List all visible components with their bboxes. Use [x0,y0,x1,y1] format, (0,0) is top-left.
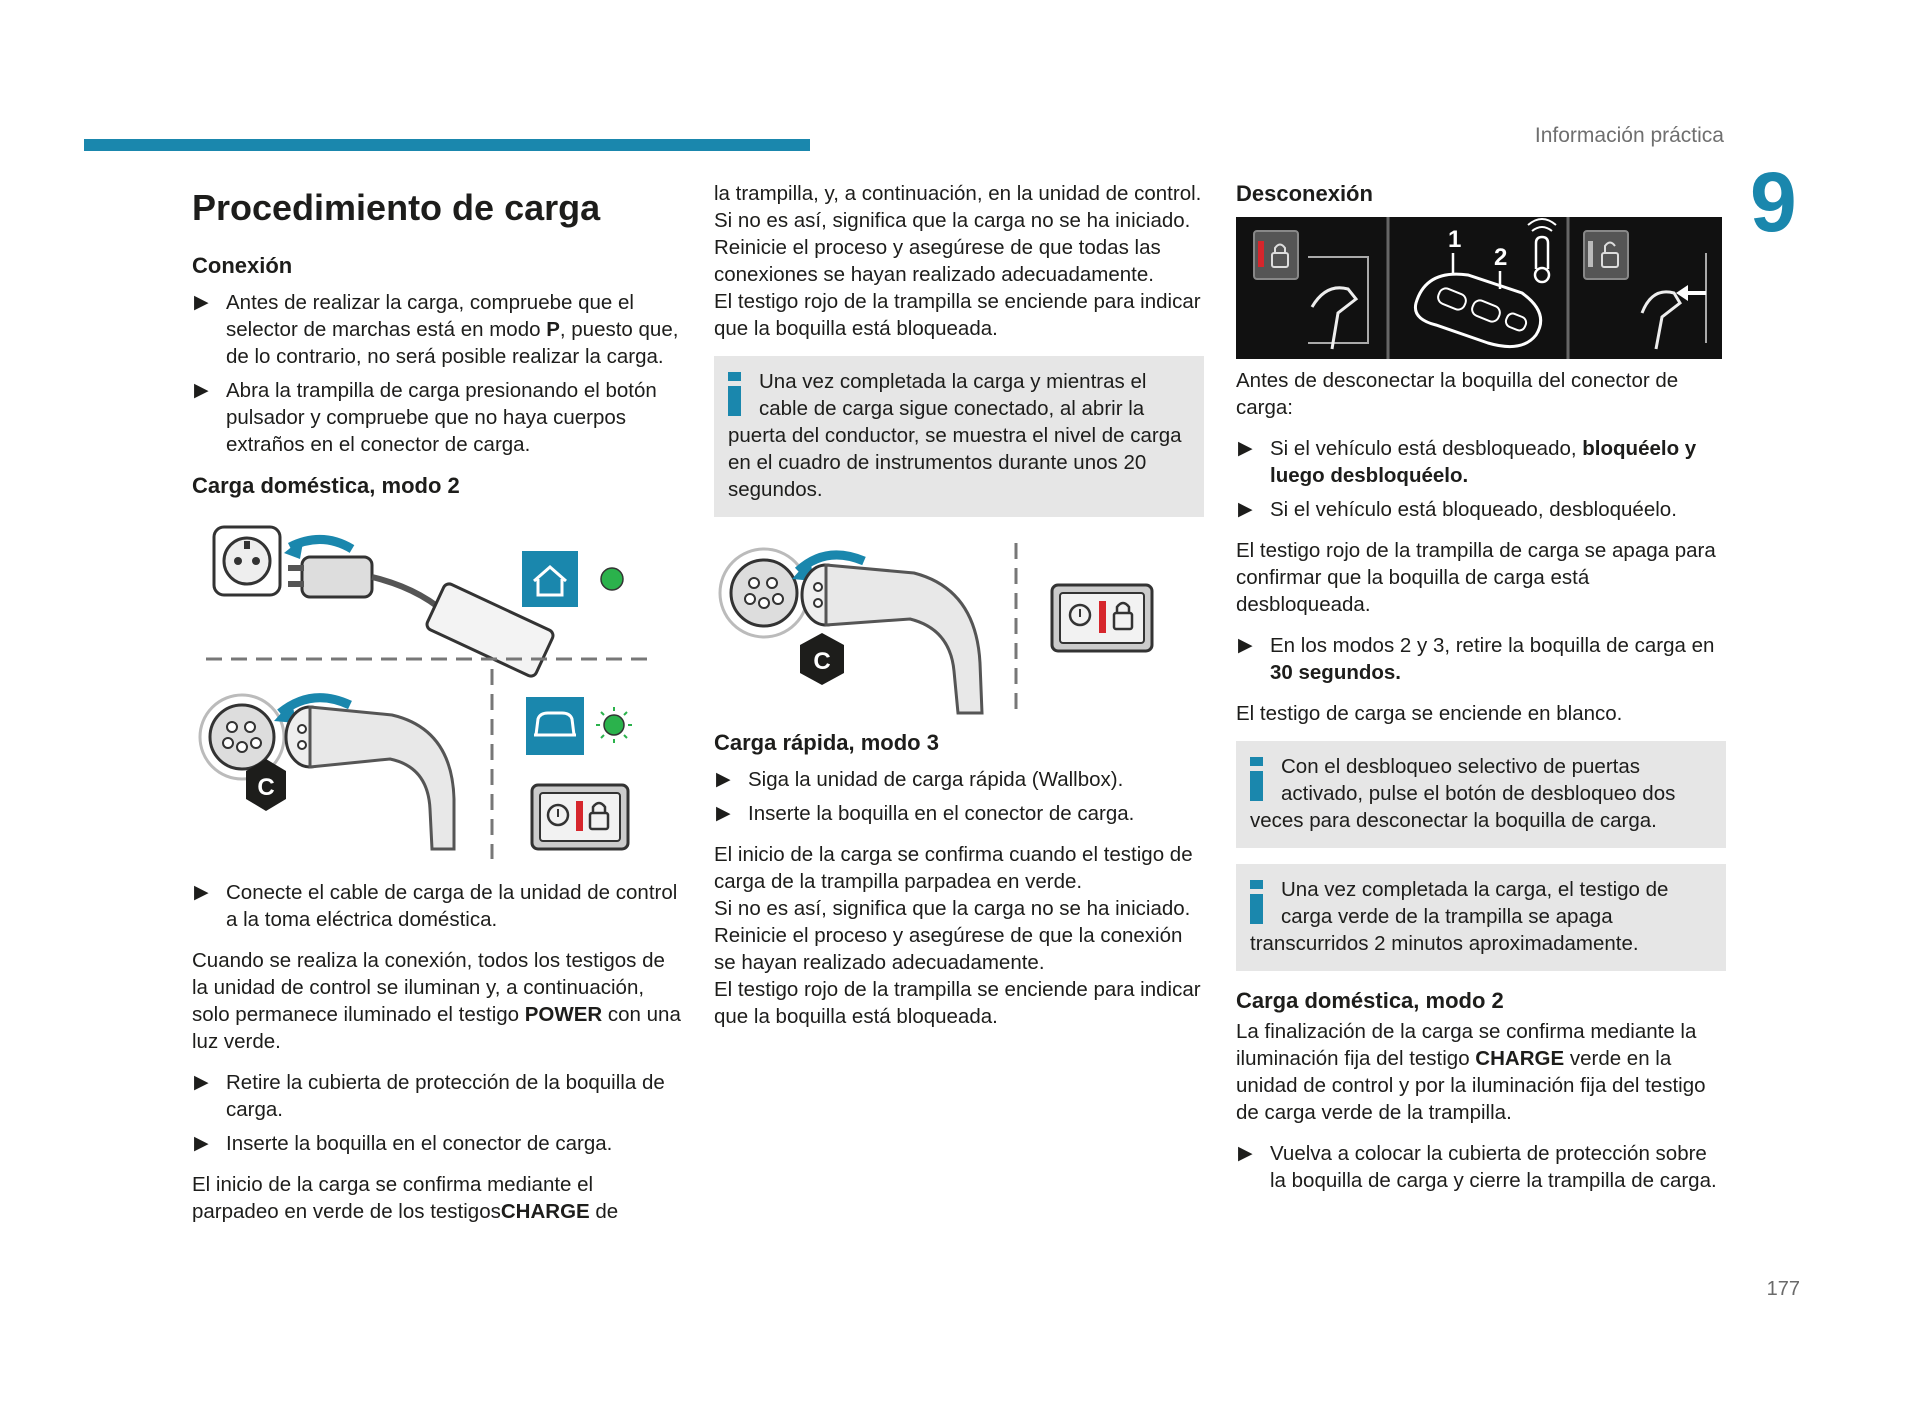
paragraph: La finalización de la carga se confirma mediante la iluminación fija del testigo CHARGE verde en la unidad de control y por la iluminación fija del testigo de carga verde de la trampilla. [1236,1020,1706,1124]
paragraph: El testigo rojo de la trampilla de carga se apaga para confirmar que la boquilla de carga está desbloqueada. [1236,539,1716,616]
connector-type-c-badge [800,633,844,685]
column-2 [714,180,1204,1044]
list-item: ▶ Si el vehículo está desbloqueado, bloquéelo y luego desbloquéelo. [1236,435,1726,489]
list-item: ▶ Retire la cubierta de protección de la boquilla de carga. [192,1069,684,1123]
info-box: Con el desbloqueo selectivo de puertas activado, pulse el botón de desbloqueo dos veces para desconectar la boquilla de carga. [1236,741,1726,848]
page-title: Procedimiento de carga [192,187,601,228]
list-item: ▶ Antes de realizar la carga, compruebe que el selector de marchas está en modo P, puesto que, de lo contrario, no será posible realizar la carga. [192,289,684,370]
info-icon [1250,757,1263,801]
svg-text:2: 2 [1494,244,1508,271]
list-item: ▶ Conecte el cable de carga de la unidad de control a la toma eléctrica doméstica. [192,879,684,933]
disconnect-steps-list [1236,435,1726,523]
svg-text:C: C [257,773,275,801]
paragraph: El testigo de carga se enciende en blanco. [1236,702,1623,725]
info-box: Una vez completada la carga, el testigo de carga verde de la trampilla se apaga transcurridos 2 minutos aproximadamente. [1236,864,1726,971]
mode2-heading: Carga doméstica, modo 2 [192,472,460,498]
column-3 [1236,180,1726,1208]
charging-flap-lock-indicator-icon [532,785,628,849]
car-charging-inlet-icon [720,549,808,637]
header-accent-bar [84,139,810,151]
section-title: Información práctica [1534,124,1724,147]
end-mode2-heading: Carga doméstica, modo 2 [1236,988,1504,1013]
paragraph: El testigo rojo de la trampilla se enciende para indicar que la boquilla está bloqueada. [714,978,1201,1028]
mode3-connection-illustration [714,533,1184,723]
list-item: ▶ Inserte la boquilla en el conector de carga. [192,1130,684,1157]
power-led-icon [601,568,623,590]
connection-list [192,289,684,458]
connection-heading: Conexión [192,252,293,278]
paragraph: El inicio de la carga se confirma cuando el testigo de carga de la trampilla parpadea en verde. [714,843,1193,893]
list-item: ▶ En los modos 2 y 3, retire la boquilla de carga en 30 segundos. [1236,632,1726,686]
mode3-steps-list [714,766,1204,827]
mode2-steps-list-b [192,1069,684,1157]
svg-text:1: 1 [1448,226,1462,253]
end-steps-list [1236,1140,1726,1194]
paragraph: Si no es así, significa que la carga no se ha iniciado. Reinicie el proceso y asegúrese de que todas las conexiones se hayan realizado adecuadamente. [714,209,1191,286]
paragraph: Si no es así, significa que la carga no se ha iniciado. Reinicie el proceso y asegúrese de que la conexión se hayan realizado adecuadamente. [714,897,1191,974]
charging-nozzle-icon [286,707,454,849]
paragraph: El testigo rojo de la trampilla se enciende para indicar que la boquilla está bloqueada. [714,290,1201,340]
paragraph: la trampilla, y, a continuación, en la unidad de control. [714,182,1202,205]
paragraph: Antes de desconectar la boquilla del conector de carga: [1236,369,1679,419]
disconnect-steps-list-b [1236,632,1726,686]
paragraph: El inicio de la carga se confirma mediante el parpadeo en verde de los testigosCHARGE de [192,1172,619,1223]
paragraph: Cuando se realiza la conexión, todos los testigos de la unidad de control se iluminan y, a continuación, solo permanece iluminado el testigo POWER con una luz verde. [192,948,681,1053]
svg-text:C: C [813,648,831,675]
list-item: ▶ Si el vehículo está bloqueado, desbloquéelo. [1236,496,1726,523]
list-item: ▶ Vuelva a colocar la cubierta de protección sobre la boquilla de carga y cierre la trampilla de carga. [1236,1140,1726,1194]
car-icon [526,697,584,755]
mode3-heading: Carga rápida, modo 3 [714,730,939,755]
home-icon [522,551,578,607]
chapter-number: 9 [1750,155,1797,249]
info-icon [1250,880,1263,924]
wall-socket-icon [214,527,280,595]
list-item: ▶ Siga la unidad de carga rápida (Wallbox). [714,766,1204,793]
list-item: ▶ Abra la trampilla de carga presionando el botón pulsador y compruebe que no haya cuerpos extraños en el conector de carga. [192,377,684,458]
column-1 [192,180,684,1239]
disconnection-illustration [1236,217,1722,359]
charge-led-blinking-icon [596,707,632,743]
charging-flap-lock-indicator-icon [1052,585,1152,651]
info-icon [728,372,741,416]
disconnect-heading: Desconexión [1236,181,1373,206]
info-box: Una vez completada la carga y mientras el cable de carga sigue conectado, al abrir la puerta del conductor, se muestra el nivel de carga en el cuadro de instrumentos durante unos 20 segundos. [714,356,1204,517]
mode2-steps-list-a [192,879,684,933]
list-item: ▶ Inserte la boquilla en el conector de carga. [714,800,1204,827]
page-number: 177 [1766,1278,1800,1300]
mode2-connection-illustration [192,509,662,879]
